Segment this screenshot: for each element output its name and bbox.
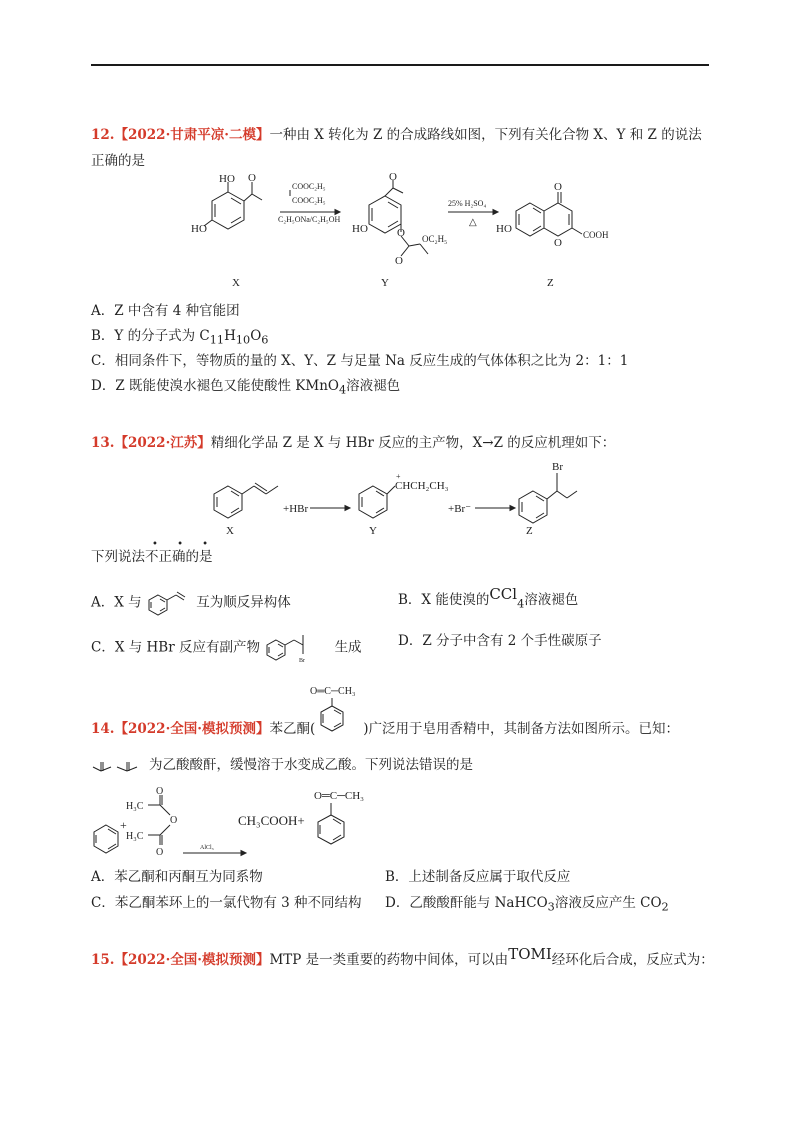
- q14-product-acetophenone-label: O═C─CH₃: [314, 790, 364, 802]
- q13-opt-b-pre: B．X 能使溴的: [398, 592, 490, 608]
- q13-chch2ch3: CHCH₂CH₃: [395, 480, 449, 492]
- q13-opt-c-pre: C．X 与 HBr 反应有副产物: [91, 639, 260, 656]
- q14-reaction-scheme: [88, 785, 388, 865]
- q14-opt-d-sub2: 2: [661, 900, 669, 914]
- reagent1-mid: COOC₂H₅: [292, 196, 326, 205]
- q12-reaction-scheme: [190, 170, 610, 295]
- q12-opt-b-h: H: [224, 328, 236, 344]
- q14-stem2-text: 为乙酸酸酐，缓慢溶于水变成乙酸。下列说法错误的是: [149, 757, 473, 773]
- q13-opt-c-post: 生成: [334, 639, 362, 656]
- y-ho: HO: [352, 223, 368, 235]
- q13-mechanism-scheme: [210, 458, 580, 538]
- q12-stem-line1: [91, 126, 702, 144]
- q13-stem: [91, 434, 615, 452]
- q14-option-a: A．苯乙酮和丙酮互为同系物: [91, 869, 263, 885]
- q13-byproduct-structure: [264, 632, 330, 664]
- q12-opt-b-sub2: 10: [235, 333, 251, 347]
- q13-option-d: D．Z 分子中含有 2 个手性碳原子: [398, 633, 602, 649]
- label-x: X: [232, 277, 240, 289]
- q13-label-x: X: [226, 525, 234, 537]
- q14-stem-line2: [91, 756, 473, 775]
- q14-inline-acetophenone-label: O═C─CH₃: [310, 686, 356, 697]
- q12-option-b: [91, 327, 268, 350]
- z-cooh: COOH: [583, 230, 609, 240]
- y-carbonyl-o: O: [389, 171, 397, 183]
- q14-option-b: B．上述制备反应属于取代反应: [385, 869, 571, 885]
- header-rule: [91, 64, 709, 66]
- q14-opt-d-mid: 溶液反应产生 CO: [554, 895, 662, 911]
- q14-option-c: C．苯乙酮苯环上的一氯代物有 3 种不同结构: [91, 895, 362, 911]
- q12-opt-d-pre: D．Z 既能使溴水褪色又能使酸性 KMnO: [91, 378, 339, 394]
- x-carbonyl-o: O: [248, 172, 256, 184]
- q14-o-mid: O: [170, 815, 178, 826]
- q12-source-tag: 【2022·甘肃平凉·二模】: [114, 127, 270, 143]
- z-ho: HO: [496, 223, 512, 235]
- reagent2-below: △: [469, 217, 477, 228]
- q15-stem-post: 经环化后合成，反应式为：: [551, 952, 714, 968]
- q14-source-tag: 【2022·全国·模拟预测】: [114, 721, 270, 737]
- q14-catalyst: AlCl₃: [200, 845, 214, 851]
- q14-o-bottom: O: [156, 847, 164, 858]
- q15-source-tag: 【2022·全国·模拟预测】: [114, 952, 270, 968]
- x-ho-left: HO: [191, 223, 207, 235]
- q13-option-c: [91, 632, 362, 664]
- q13-byproduct-br: Br: [299, 658, 306, 664]
- q14-o-top: O: [156, 786, 164, 797]
- z-ring-o: O: [554, 237, 562, 249]
- q13-question-text: 下列说法不正确的是: [91, 549, 213, 565]
- q12-number: 12.: [91, 127, 115, 143]
- q14-h3c-top: H₃C: [126, 801, 144, 812]
- q14-h3c-bottom: H₃C: [126, 831, 144, 842]
- q14-opt-d-sub1: 3: [547, 900, 555, 914]
- q13-stem-text: 精细化学品 Z 是 X 与 HBr 反应的主产物，X→Z 的反应机理如下：: [210, 435, 616, 451]
- reagent2-top: 25% H₂SO₄: [448, 199, 487, 208]
- q13-emphasis-dots: • • •: [152, 539, 217, 550]
- q13-option-a: [91, 590, 291, 616]
- q12-opt-d-post: 溶液褪色: [346, 378, 401, 394]
- q14-anhydride-skeletal: [91, 757, 149, 775]
- q14-stem-pre: 苯乙酮(: [269, 721, 316, 737]
- q12-stem-line2: 正确的是: [91, 153, 145, 169]
- q12-opt-b-o: O: [250, 328, 262, 344]
- label-z: Z: [547, 277, 554, 289]
- q13-opt-b-sub: 4: [517, 597, 525, 611]
- z-carbonyl-o: O: [554, 181, 562, 193]
- q13-label-y: Y: [369, 525, 377, 537]
- q12-option-c: C．相同条件下，等物质的量的 X、Y、Z 与足量 Na 反应生成的气体体积之比为 2：1：1: [91, 353, 629, 369]
- q13-opt-b-post: 溶液褪色: [524, 592, 579, 608]
- q13-label-z: Z: [526, 525, 533, 537]
- y-ether-o: O: [397, 227, 405, 239]
- q14-opt-d-pre: D．乙酸酸酐能与 NaHCO: [385, 895, 548, 911]
- q15-number: 15.: [91, 952, 115, 968]
- q14-product-acid: CH₃COOH+: [238, 813, 305, 828]
- q12-opt-b-sub3: 6: [261, 333, 269, 347]
- q12-opt-b-pre: B．Y 的分子式为 C: [91, 328, 210, 344]
- q12-option-d: [91, 377, 400, 400]
- label-y: Y: [381, 277, 389, 289]
- q13-option-b: [398, 585, 579, 614]
- q13-cation-plus: +: [396, 472, 401, 481]
- q13-z-br: Br: [552, 461, 563, 473]
- x-ho-top: HO: [219, 173, 235, 185]
- q13-opt-a-pre: A．X 与: [91, 594, 142, 611]
- q13-opt-b-ccl: CCl: [489, 585, 518, 603]
- q13-br-minus: +Br⁻: [448, 503, 472, 515]
- reagent1-top: COOC₂H₅: [292, 182, 326, 191]
- q14-stem-line1: [91, 720, 679, 738]
- q14-stem-post: )广泛用于皂用香精中，其制备方法如图所示。已知：: [363, 721, 680, 737]
- reagent1-below: C₂H₅ONa/C₂H₅OH: [278, 215, 341, 224]
- q13-hbr: +HBr: [283, 503, 309, 515]
- y-oc2h5: OC₂H₅: [422, 234, 448, 244]
- q14-scheme-plus: +: [120, 818, 127, 832]
- q14-option-d: [385, 894, 669, 917]
- q13-opt-a-post: 互为顺反异构体: [196, 594, 291, 611]
- q12-option-a: A．Z 中含有 4 种官能团: [91, 303, 240, 319]
- q15-tomi: TOMI: [508, 945, 552, 963]
- q13-number: 13.: [91, 435, 115, 451]
- q12-opt-b-sub1: 11: [209, 333, 225, 347]
- q15-stem: [91, 945, 714, 969]
- q14-number: 14.: [91, 721, 115, 737]
- q13-question: [91, 548, 213, 566]
- q13-source-tag: 【2022·江苏】: [114, 435, 211, 451]
- y-keto-o: O: [395, 255, 403, 267]
- q13-styrene-structure: [146, 590, 192, 616]
- q15-stem-pre: MTP 是一类重要的药物中间体，可以由: [269, 952, 509, 968]
- q12-opt-d-sub: 4: [338, 383, 347, 397]
- q12-stem-text: 一种由 X 转化为 Z 的合成路线如图，下列有关化合物 X、Y 和 Z 的说法: [269, 127, 702, 143]
